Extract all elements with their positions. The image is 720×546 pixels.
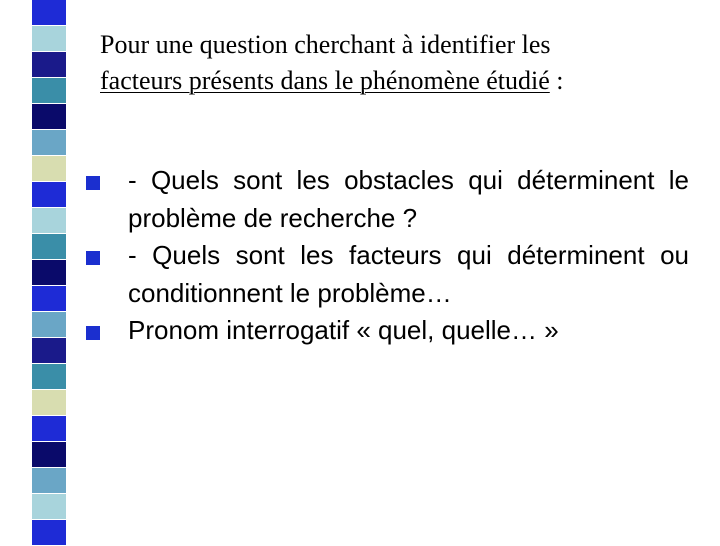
stripe-square [32,338,66,364]
stripe-square [32,182,66,208]
stripe-square [32,156,66,182]
stripe-square [32,26,66,52]
stripe-square [32,0,66,26]
list-item-text: - Quels sont les obstacles qui déterminent le problème de recherche ? [128,165,689,233]
stripe-square [32,494,66,520]
stripe-square [32,234,66,260]
square-bullet-icon [86,176,100,190]
stripe-square [32,52,66,78]
bullet-list [86,162,689,350]
stripe-square [32,416,66,442]
list-item-text: Pronom interrogatif « quel, quelle… » [128,315,559,345]
stripe-square [32,78,66,104]
title-underlined-text: facteurs présents dans le phénomène étudié [100,66,550,95]
stripe-square [32,260,66,286]
list-item [86,162,689,237]
stripe-square [32,520,66,546]
title-tail: : [549,66,564,95]
list-item [86,237,689,312]
title-line-1: Pour une question cherchant à identifier les [100,30,551,59]
slide-title [100,27,690,99]
stripe-square [32,208,66,234]
stripe-square [32,312,66,338]
title-line-2 [100,63,690,99]
stripe-square [32,442,66,468]
square-bullet-icon [86,326,100,340]
stripe-square [32,364,66,390]
square-bullet-icon [86,251,100,265]
list-item-text: - Quels sont les facteurs qui déterminent ou conditionnent le problème… [128,240,689,308]
stripe-square [32,390,66,416]
stripe-square [32,468,66,494]
decorative-stripe [32,0,66,540]
stripe-square [32,286,66,312]
stripe-square [32,130,66,156]
stripe-square [32,104,66,130]
list-item [86,312,689,350]
